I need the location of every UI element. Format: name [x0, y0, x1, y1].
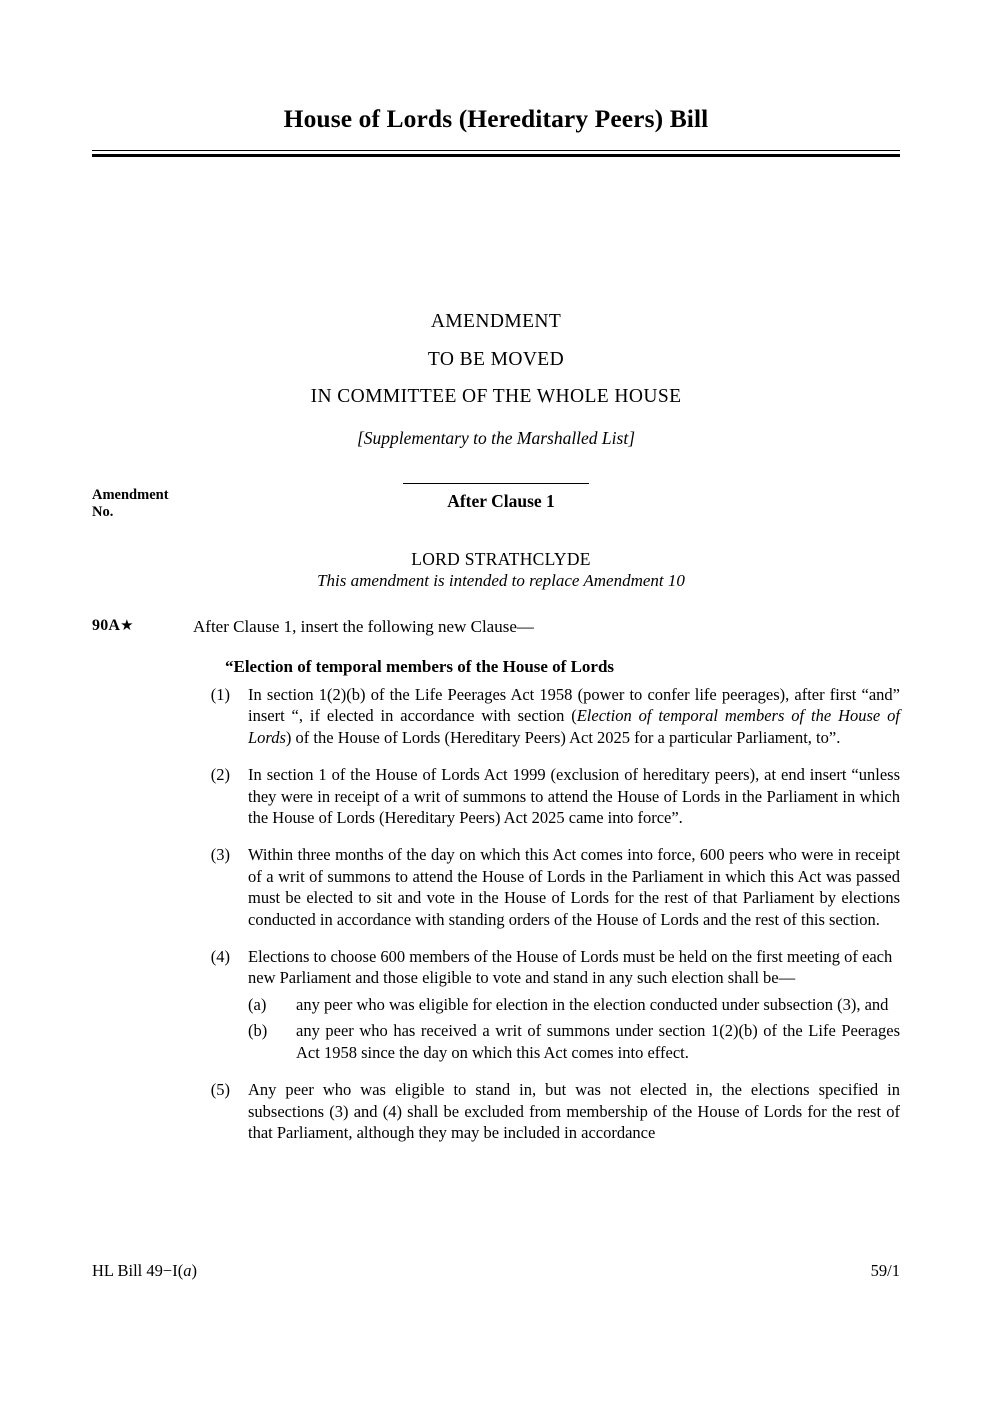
- subsection-marker: (3): [210, 845, 230, 865]
- amendment-no-label: [92, 487, 202, 521]
- amendment-number-text: 90A: [92, 617, 121, 634]
- star-icon: ★: [120, 618, 134, 634]
- amendment-lead-in: After Clause 1, insert the following new Clause—: [193, 617, 534, 636]
- text-run: Elections to choose 600 members of the House of Lords must be held on the first meeting of each new Parliament and those eligible to vote and stand in any such election shall be—: [248, 947, 893, 988]
- subsection-text: [248, 1079, 900, 1143]
- text-run: any peer who has received a writ of summons under section 1(2)(b) of the Life Peerages Act 1958 since the day on which this Act comes into effect.: [296, 1021, 900, 1062]
- subsection-marker: (4): [210, 947, 230, 967]
- paragraph-text: [296, 1020, 900, 1063]
- subsection: [92, 764, 900, 828]
- text-run: In section 1(2)(b) of the Life Peerages Act 1958 (power to confer life peerages), after first “and” insert “, if elected in accordance with section (: [248, 685, 900, 726]
- paragraph-text: [296, 994, 900, 1015]
- heading-in-committee: IN COMMITTEE OF THE WHOLE HOUSE: [310, 386, 682, 407]
- heading-amendment: AMENDMENT: [430, 311, 562, 332]
- rule-thick: [92, 154, 900, 157]
- heading-supplementary-note: [Supplementary to the Marshalled List]: [356, 427, 636, 448]
- text-run: Within three months of the day on which this Act comes into force, 600 peers who were in receipt of a writ of summons to attend the House of Lords in the Parliament in which this Act was passed must be elected to sit and vote in the House of Lords for the rest of that Parliament by elections conducted in accordance with standing orders of the House of Lords and the rest of this section.: [248, 845, 900, 929]
- heading-divider-rule: [403, 483, 589, 485]
- amendment-no-label-line1: Amendment: [92, 487, 169, 503]
- sponsor-note: This amendment is intended to replace Amendment 10: [317, 571, 685, 590]
- masthead-double-rule: [92, 150, 900, 157]
- italic-run: Election of temporal members of the House of Lords: [248, 706, 900, 747]
- subsection-text: [248, 764, 900, 828]
- subsection-text: [248, 684, 900, 748]
- text-run: In section 1 of the House of Lords Act 1999 (exclusion of hereditary peers), at end insert “unless they were in receipt of a writ of summons to attend the House of Lords in the Parliament in which the House of Lords (Hereditary Peers) Act 2025 came into force”.: [248, 765, 900, 828]
- paragraph-list: [248, 994, 900, 1063]
- subsection-marker: (1): [210, 685, 230, 704]
- subsection: [92, 844, 900, 930]
- text-run: any peer who was eligible for election in the election conducted under subsection (3), and: [296, 994, 889, 1014]
- paragraph-marker: (a): [248, 994, 267, 1014]
- subsection: [92, 684, 900, 748]
- sponsor-name: LORD STRATHCLYDE: [411, 549, 591, 569]
- masthead: [92, 104, 900, 157]
- new-clause-title: “Election of temporal members of the House of Lords: [225, 657, 615, 676]
- amendment-number: [92, 616, 134, 635]
- subsection-marker: (5): [210, 1080, 230, 1100]
- page-title: House of Lords (Hereditary Peers) Bill: [283, 104, 709, 133]
- sponsor-block: [196, 548, 806, 592]
- heading-block: [92, 303, 900, 484]
- paragraph-marker: (b): [248, 1021, 268, 1041]
- bill-reference-prefix: HL Bill 49−I(: [92, 1261, 184, 1280]
- paragraph: [248, 1020, 900, 1063]
- heading-to-be-moved: TO BE MOVED: [427, 348, 565, 370]
- text-run: ) of the House of Lords (Hereditary Peers) Act 2025 for a particular Parliament, to”.: [285, 727, 841, 747]
- bill-reference: [92, 1261, 197, 1281]
- subsection-marker: (2): [210, 765, 230, 785]
- amendment-no-label-line2: No.: [92, 504, 114, 520]
- subsection-text: [248, 844, 900, 930]
- text-run: Any peer who was eligible to stand in, but was not elected in, the elections specified in subsections (3) and (4) shall be excluded from membership of the House of Lords for the rest of that Parliament, although they may be included in accordance: [248, 1080, 900, 1142]
- paragraph: [248, 994, 900, 1015]
- subsection: [92, 946, 900, 1063]
- bill-reference-letter: a: [183, 1261, 192, 1280]
- subsection: [92, 1079, 900, 1143]
- subsection-text: [248, 946, 900, 989]
- page-number: 59/1: [870, 1261, 900, 1280]
- clause-target-heading: After Clause 1: [447, 491, 555, 511]
- bill-reference-suffix: ): [191, 1261, 197, 1280]
- subsection-list: [92, 684, 900, 1143]
